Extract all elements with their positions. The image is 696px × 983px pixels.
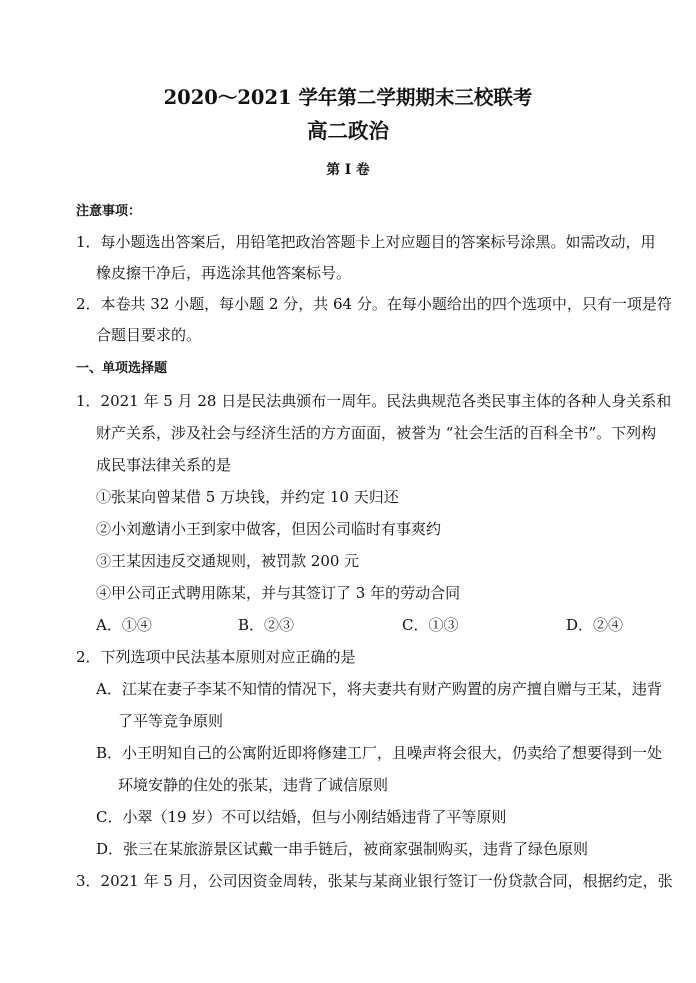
exam-subject: 高二政治 bbox=[307, 119, 389, 143]
q1-stem-line-3: 成民事法律关系的是 bbox=[96, 456, 232, 474]
q1-statement-1: ①张某向曾某借 5 万块钱，并约定 10 天归还 bbox=[96, 488, 399, 506]
q1-statement-3: ③王某因违反交通规则，被罚款 200 元 bbox=[96, 552, 360, 570]
q1-statement-4: ④甲公司正式聘用陈某，并与其签订了 3 年的劳动合同 bbox=[96, 584, 461, 602]
q2-option-c: C．小翠（19 岁）不可以结婚，但与小刚结婚违背了平等原则 bbox=[96, 808, 507, 826]
exam-volume: 第 I 卷 bbox=[326, 162, 370, 178]
q2-option-a-line-2: 了平等竞争原则 bbox=[118, 712, 224, 730]
q2-option-b-line-1: B．小王明知自己的公寓附近即将修建工厂，且噪声将会很大，仍卖给了想要得到一处 bbox=[96, 744, 663, 762]
notes-item-2-line-2: 合题目要求的。 bbox=[96, 326, 202, 344]
q2-option-a-line-1: A．江某在妻子李某不知情的情况下，将夫妻共有财产购置的房产擅自赠与王某，违背 bbox=[96, 680, 662, 698]
notes-heading: 注意事项： bbox=[76, 204, 142, 219]
q2-option-b-line-2: 环境安静的住处的张某，违背了诚信原则 bbox=[118, 776, 389, 794]
q1-stem-line-2: 财产关系，涉及社会与经济生活的方方面面，被誉为 “社会生活的百科全书”。下列构 bbox=[96, 424, 657, 442]
exam-title: 2020～2021 学年第二学期期末三校联考 bbox=[163, 86, 533, 109]
q3-stem-line-1: 3．2021 年 5 月，公司因资金周转，张某与某商业银行签订一份贷款合同，根据约定，张 bbox=[76, 872, 673, 890]
q1-option-a: A．①④ bbox=[96, 616, 152, 634]
notes-item-1-line-1: 1．每小题选出答案后，用铅笔把政治答题卡上对应题目的答案标号涂黑。如需改动，用 bbox=[76, 233, 656, 251]
q1-option-b: B．②③ bbox=[238, 616, 295, 634]
q1-statement-2: ②小刘邀请小王到家中做客，但因公司临时有事爽约 bbox=[96, 520, 442, 538]
section-heading: 一、单项选择题 bbox=[76, 361, 168, 376]
notes-item-2-line-1: 2．本卷共 32 小题，每小题 2 分，共 64 分。在每小题给出的四个选项中，只有一项是符 bbox=[76, 295, 672, 313]
q2-option-d: D．张三在某旅游景区试戴一串手链后，被商家强制购买，违背了绿色原则 bbox=[96, 840, 589, 858]
notes-item-1-line-2: 橡皮擦干净后，再选涂其他答案标号。 bbox=[96, 264, 352, 282]
q1-stem-line-1: 1．2021 年 5 月 28 日是民法典颁布一周年。民法典规范各类民事主体的各种人身关系和 bbox=[76, 392, 672, 410]
q1-option-d: D．②④ bbox=[566, 616, 624, 634]
q1-option-c: C．①③ bbox=[402, 616, 459, 634]
q2-stem: 2．下列选项中民法基本原则对应正确的是 bbox=[76, 648, 356, 666]
